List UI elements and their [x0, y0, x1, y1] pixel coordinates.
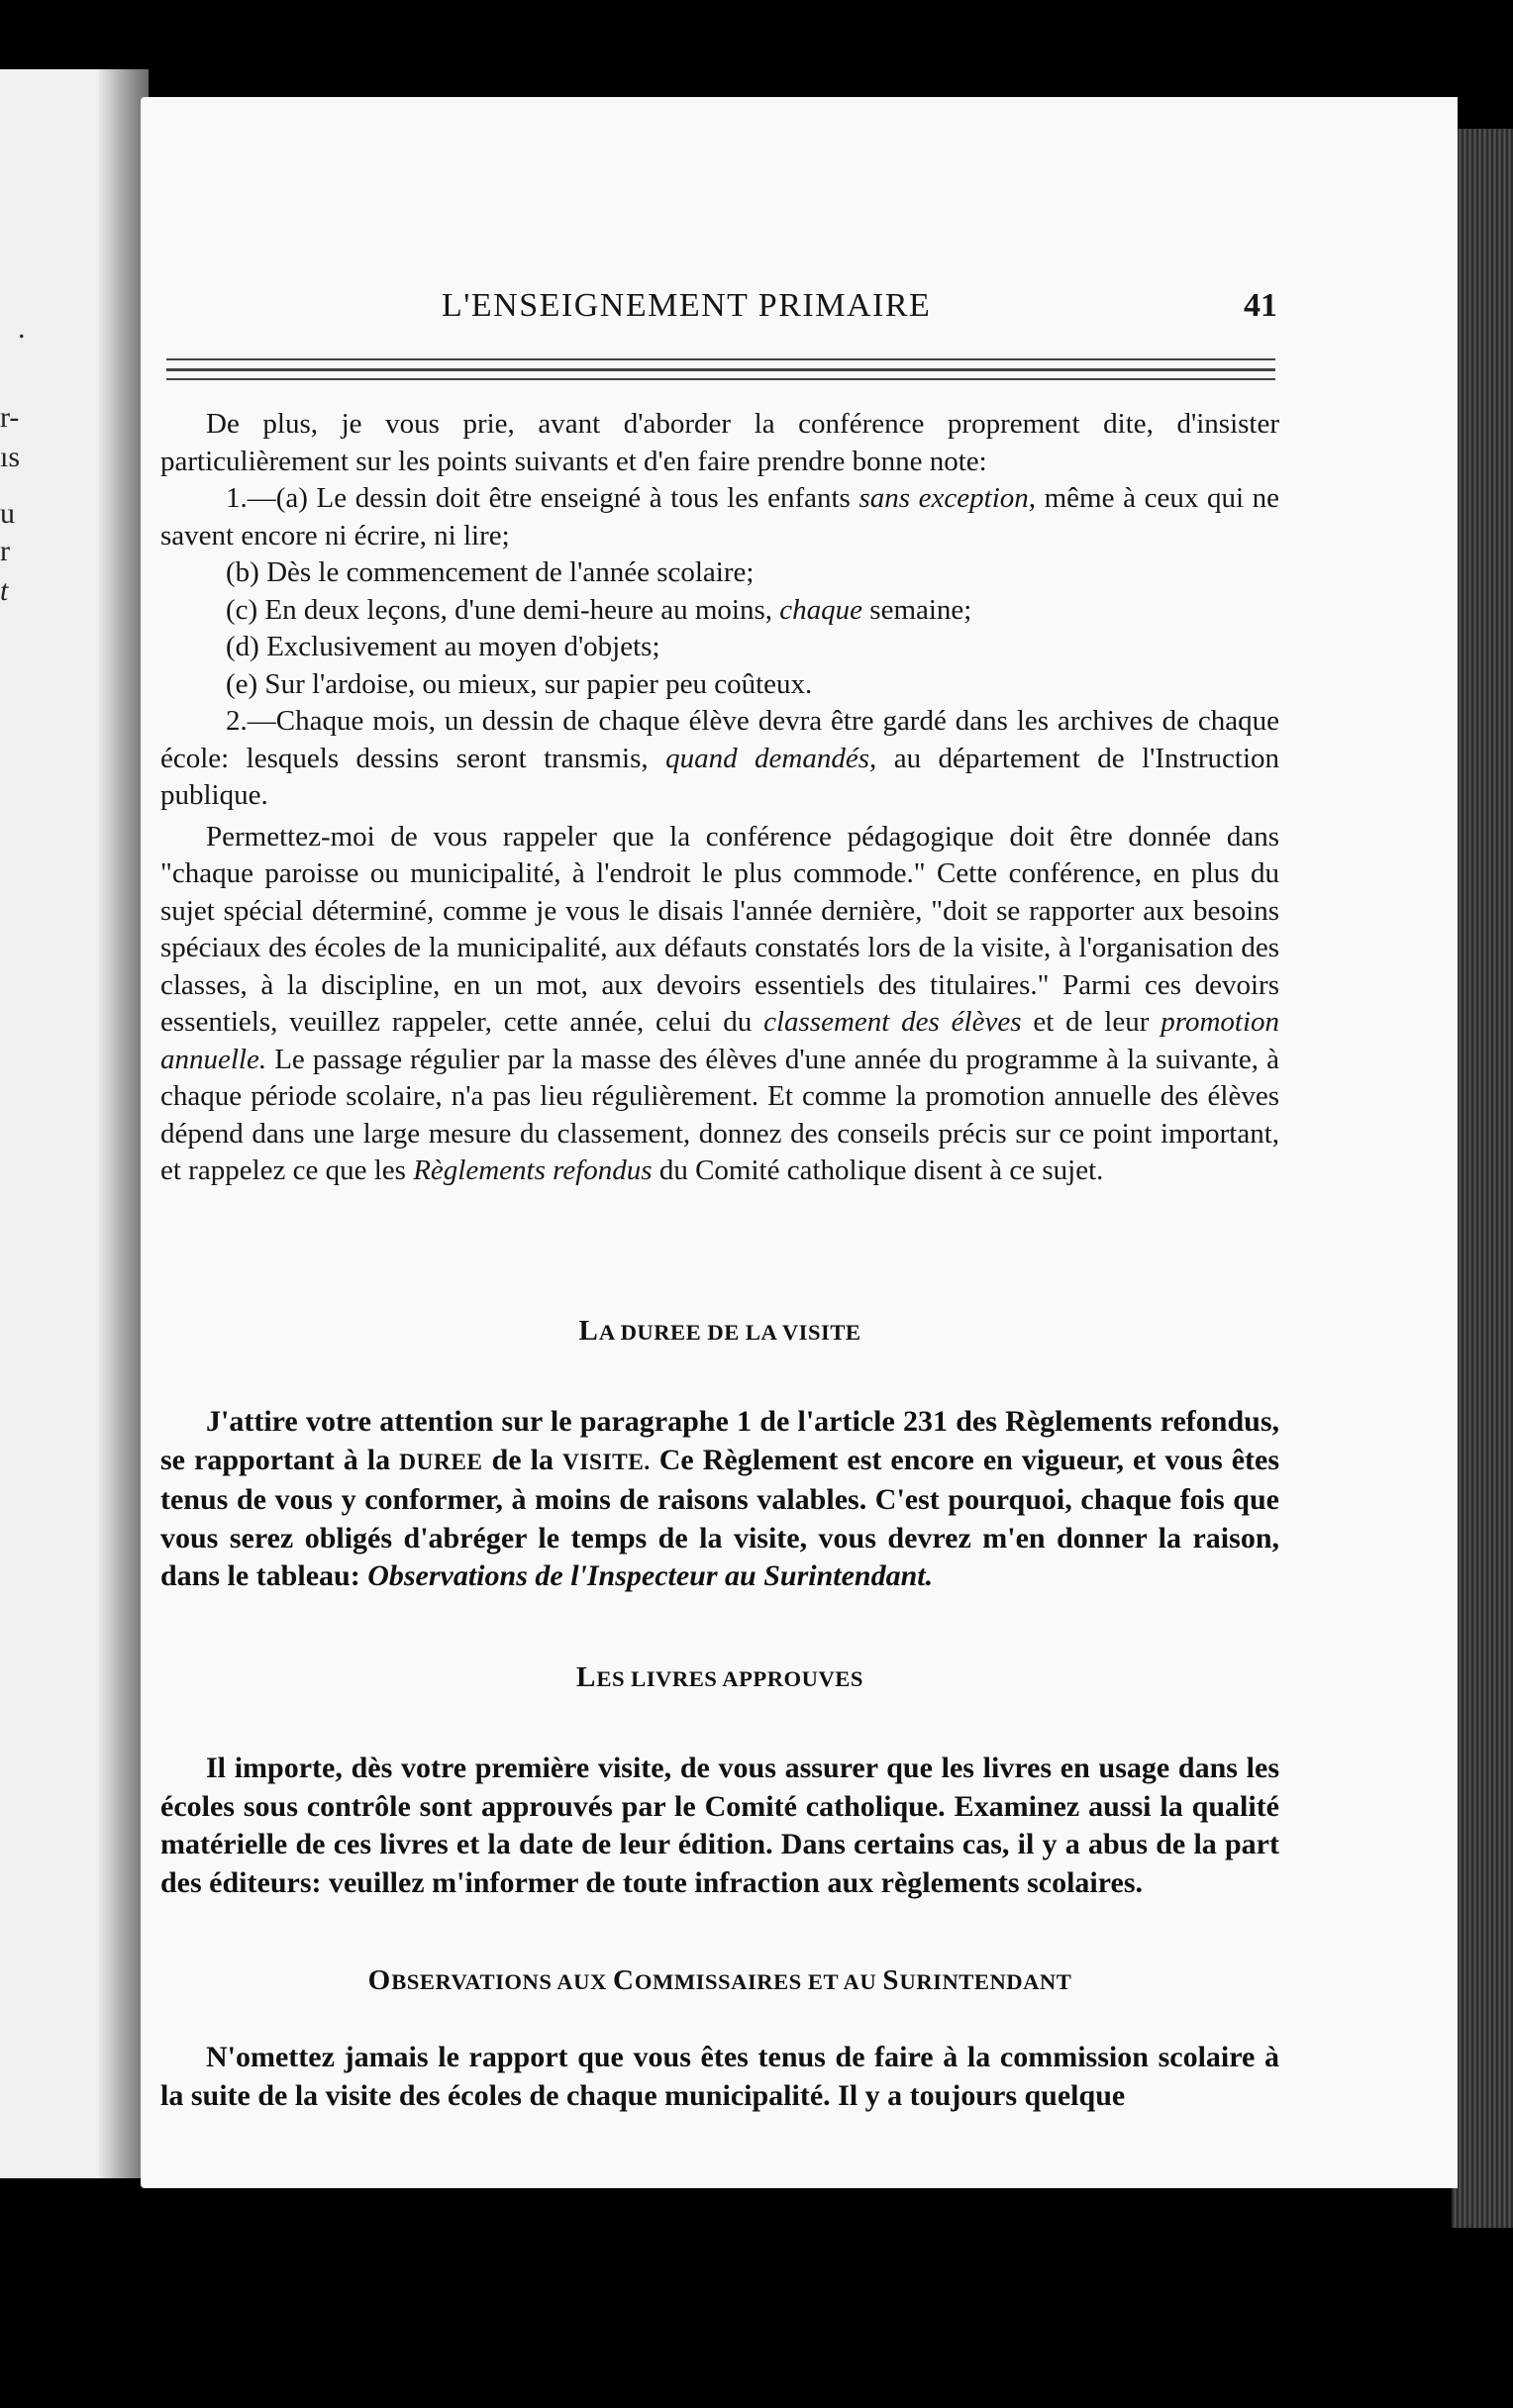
left-page-fragment: ıs [0, 441, 21, 473]
heading-observations: OBSERVATIONS AUX COMMISSAIRES ET AU SURINTENDANT [367, 1964, 1072, 1996]
heading-livres: LES LIVRES APPROUVES [576, 1661, 863, 1693]
left-page-fragment: r [0, 535, 10, 567]
list-item-1a: 1.—(a) Le dessin doit être enseigné à tous les enfants sans exception, même à ceux qui ne savent encore ni écrire, ni lire; [160, 482, 1280, 552]
heading-duree: LA DUREE DE LA VISITE [578, 1315, 861, 1347]
paragraph-duree: J'attire votre attention sur le paragraphe 1 de l'article 231 des Règlements refondus, se rapportant à la DUREE de la VISITE. Ce Règlement est encore en vigueur, et vous êtes tenus de vous y conformer, à moins de raisons valables. C'est pourquoi, chaque fois que vous serez obligés d'abréger le temps de la visite, vous devrez m'en donner la raison, dans le tableau: Observations de l'Inspecteur au Surintendant. [160, 1405, 1280, 1592]
left-page-fragment: u [0, 497, 15, 530]
left-page-fragment: r- [0, 401, 20, 434]
left-page-fragment: t [0, 574, 9, 607]
list-item-b: (b) Dès le commencement de l'année scolaire; [226, 556, 755, 588]
section-observations [160, 1964, 1279, 2115]
page-stack-edge [1452, 129, 1513, 2228]
list-item-e: (e) Sur l'ardoise, ou mieux, sur papier peu coûteux. [226, 667, 813, 700]
paragraph-livres: Il importe, dès votre première visite, de vous assurer que les livres en usage dans les écoles sous contrôle sont approuvés par le Comité catholique. Examinez aussi la qualité matérielle de ces livres et la date de leur édition. Dans certains cas, il y a abus de la part des éditeurs: veuillez m'informer de toute infraction aux règlements scolaires. [160, 1752, 1279, 1899]
section-livres [160, 1661, 1279, 1902]
list-item-d: (d) Exclusivement au moyen d'objets; [226, 631, 660, 662]
left-page-edge [0, 69, 111, 2178]
header-rule [166, 358, 1275, 360]
section-intro [160, 406, 1279, 1190]
header-rule [166, 368, 1275, 371]
header-rule [166, 378, 1275, 380]
page-number: 41 [1244, 287, 1277, 324]
left-page-fragment: . [18, 312, 26, 345]
paragraph-intro: De plus, je vous prie, avant d'aborder la conférence proprement dite, d'insister particulièrement sur les points suivants et d'en faire prendre bonne note: [160, 408, 1279, 477]
paragraph-permettez: Permettez-moi de vous rappeler que la conférence pédagogique doit être donnée dans "chaque paroisse ou municipalité, à l'endroit le plus commode." Cette conférence, en plus du sujet spécial déterminé, comme je vous le disais l'année dernière, "doit se rapporter aux besoins spéciaux des écoles de la municipalité, aux défauts constatés lors de la visite, à l'organisation des classes, à la discipline, en un mot, aux devoirs essentiels des titulaires." Parmi ces devoirs essentiels, veuillez rappeler, cette année, celui du classement des élèves et de leur promotion annuelle. Le passage régulier par la masse des élèves d'une année du programme à la suivante, à chaque période scolaire, n'a pas lieu régulièrement. Et comme la promotion annuelle des élèves dépend dans une large mesure du classement, donnez des conseils précis sur ce point important, et rappelez ce que les Règlements refondus du Comité catholique disent à ce sujet. [160, 820, 1280, 1186]
paragraph-final: N'omettez jamais le rapport que vous êtes tenus de faire à la commission scolaire à la suite de la visite des écoles de chaque municipalité. Il y a toujours quelque [160, 2041, 1279, 2112]
section-duree [160, 1315, 1279, 1596]
list-item-c: (c) En deux leçons, d'une demi-heure au moins, chaque semaine; [226, 593, 972, 626]
running-title: L'ENSEIGNEMENT PRIMAIRE [442, 287, 932, 324]
list-item-2: 2.—Chaque mois, un dessin de chaque élève devra être gardé dans les archives de chaque école: lesquels dessins seront transmis, quand demandés, au département de l'Instruction publique. [160, 705, 1280, 811]
page-header [297, 287, 1277, 337]
